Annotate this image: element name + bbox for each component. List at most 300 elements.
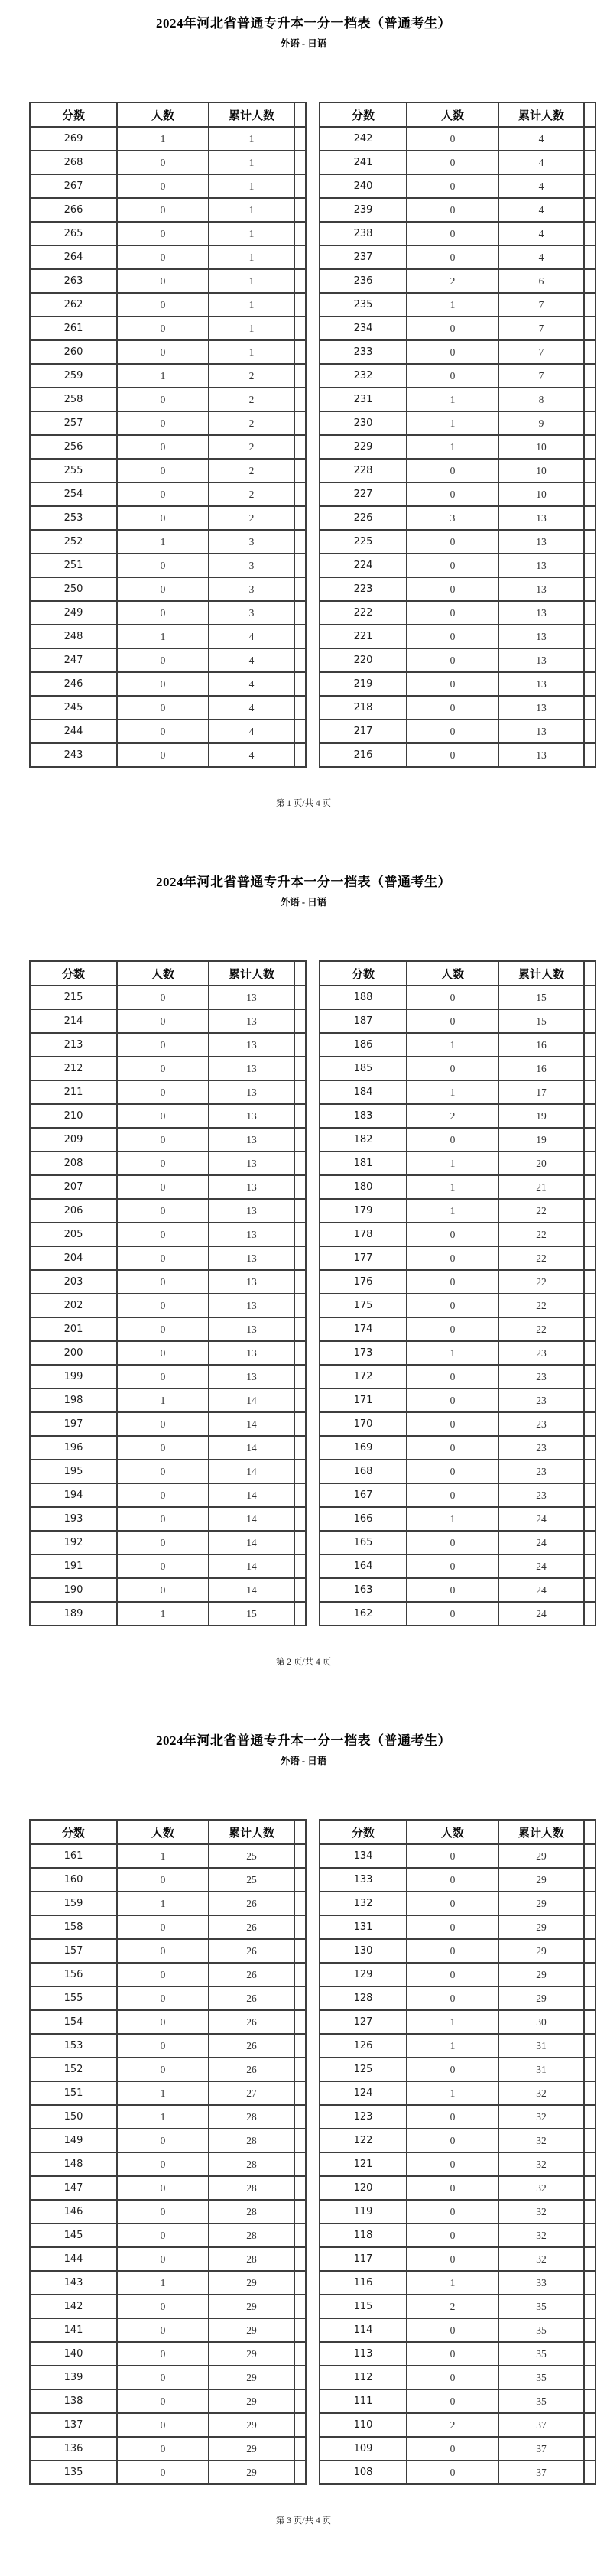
tables-container bbox=[29, 960, 596, 1626]
spacer-cell bbox=[294, 411, 306, 435]
spacer-cell bbox=[584, 1892, 596, 1915]
score-cell: 113 bbox=[320, 2342, 407, 2366]
spacer-cell bbox=[294, 672, 306, 696]
count-cell: 0 bbox=[117, 411, 209, 435]
count-cell: 0 bbox=[117, 2437, 209, 2461]
count-cell: 1 bbox=[407, 435, 498, 459]
count-cell: 0 bbox=[117, 2224, 209, 2247]
count-cell: 0 bbox=[407, 2247, 498, 2271]
score-cell: 229 bbox=[320, 435, 407, 459]
count-cell: 0 bbox=[117, 720, 209, 743]
cumulative-cell: 29 bbox=[209, 2342, 294, 2366]
count-cell: 1 bbox=[407, 1507, 498, 1531]
score-cell: 195 bbox=[30, 1460, 117, 1483]
count-cell: 1 bbox=[407, 2271, 498, 2295]
table-row bbox=[320, 2247, 596, 2271]
cumulative-cell: 7 bbox=[498, 293, 584, 317]
spacer-cell bbox=[294, 1602, 306, 1626]
count-cell: 1 bbox=[117, 364, 209, 388]
cumulative-cell: 15 bbox=[498, 986, 584, 1009]
count-cell: 0 bbox=[407, 2318, 498, 2342]
cumulative-cell: 1 bbox=[209, 174, 294, 198]
page-footer: 第 2 页/共 4 页 bbox=[275, 1658, 332, 1667]
spacer-cell bbox=[584, 1223, 596, 1246]
count-cell: 0 bbox=[117, 1868, 209, 1892]
spacer-cell bbox=[584, 1128, 596, 1152]
count-cell: 2 bbox=[407, 269, 498, 293]
count-cell: 1 bbox=[117, 1602, 209, 1626]
table-row bbox=[30, 222, 306, 245]
spacer-cell bbox=[584, 317, 596, 340]
spacer-cell bbox=[294, 1868, 306, 1892]
cumulative-cell: 4 bbox=[209, 648, 294, 672]
spacer-cell bbox=[294, 506, 306, 530]
table-row bbox=[30, 672, 306, 696]
header-row bbox=[30, 961, 306, 986]
table-row bbox=[30, 269, 306, 293]
cumulative-cell: 14 bbox=[209, 1460, 294, 1483]
count-cell: 0 bbox=[117, 1175, 209, 1199]
table-row bbox=[30, 1554, 306, 1578]
table-row bbox=[30, 2152, 306, 2176]
spacer-cell bbox=[294, 743, 306, 767]
table-row bbox=[30, 1868, 306, 1892]
cumulative-cell: 28 bbox=[209, 2176, 294, 2200]
spacer-cell bbox=[294, 625, 306, 648]
page-title: 2024年河北省普通专升本一分一档表（普通考生） bbox=[156, 16, 451, 31]
score-cell: 244 bbox=[30, 720, 117, 743]
spacer-cell bbox=[294, 601, 306, 625]
spacer-column bbox=[584, 1820, 596, 1844]
count-cell: 1 bbox=[117, 1892, 209, 1915]
spacer-cell bbox=[294, 530, 306, 554]
cumulative-cell: 4 bbox=[209, 720, 294, 743]
cumulative-cell: 14 bbox=[209, 1554, 294, 1578]
cumulative-cell: 26 bbox=[209, 1986, 294, 2010]
cumulative-cell: 13 bbox=[209, 1080, 294, 1104]
score-cell: 266 bbox=[30, 198, 117, 222]
spacer-cell bbox=[584, 530, 596, 554]
score-cell: 249 bbox=[30, 601, 117, 625]
spacer-cell bbox=[584, 222, 596, 245]
score-cell: 133 bbox=[320, 1868, 407, 1892]
cumulative-cell: 21 bbox=[498, 1175, 584, 1199]
score-cell: 262 bbox=[30, 293, 117, 317]
spacer-cell bbox=[294, 388, 306, 411]
count-cell: 1 bbox=[117, 2271, 209, 2295]
spacer-cell bbox=[294, 2342, 306, 2366]
cumulative-cell: 3 bbox=[209, 554, 294, 577]
table-row bbox=[30, 2058, 306, 2081]
count-cell: 0 bbox=[407, 2224, 498, 2247]
cumulative-cell: 13 bbox=[498, 696, 584, 720]
page-footer: 第 3 页/共 4 页 bbox=[275, 2516, 332, 2526]
spacer-cell bbox=[294, 986, 306, 1009]
count-cell: 0 bbox=[407, 2366, 498, 2389]
spacer-cell bbox=[294, 151, 306, 174]
score-table-left bbox=[29, 102, 307, 768]
table-row bbox=[320, 743, 596, 767]
cumulative-cell: 31 bbox=[498, 2058, 584, 2081]
score-cell: 246 bbox=[30, 672, 117, 696]
spacer-cell bbox=[584, 1602, 596, 1626]
score-cell: 170 bbox=[320, 1412, 407, 1436]
table-row bbox=[30, 2295, 306, 2318]
spacer-cell bbox=[294, 1939, 306, 1963]
cumulative-cell: 24 bbox=[498, 1554, 584, 1578]
score-cell: 122 bbox=[320, 2129, 407, 2152]
spacer-cell bbox=[294, 1294, 306, 1317]
count-cell: 0 bbox=[117, 2342, 209, 2366]
count-cell: 0 bbox=[117, 1915, 209, 1939]
score-cell: 147 bbox=[30, 2176, 117, 2200]
spacer-cell bbox=[584, 1152, 596, 1175]
cumulative-cell: 8 bbox=[498, 388, 584, 411]
table-row bbox=[320, 2389, 596, 2413]
score-cell: 151 bbox=[30, 2081, 117, 2105]
spacer-cell bbox=[294, 1554, 306, 1578]
score-cell: 130 bbox=[320, 1939, 407, 1963]
table-row bbox=[320, 2437, 596, 2461]
table-row bbox=[320, 482, 596, 506]
table-row bbox=[320, 1578, 596, 1602]
score-table-right bbox=[319, 102, 596, 768]
count-cell: 0 bbox=[117, 1578, 209, 1602]
spacer-cell bbox=[584, 648, 596, 672]
table-row bbox=[320, 1104, 596, 1128]
count-cell: 0 bbox=[117, 1128, 209, 1152]
count-cell: 0 bbox=[117, 1270, 209, 1294]
cumulative-cell: 7 bbox=[498, 317, 584, 340]
cumulative-cell: 23 bbox=[498, 1389, 584, 1412]
score-cell: 120 bbox=[320, 2176, 407, 2200]
table-row bbox=[320, 245, 596, 269]
cumulative-cell: 26 bbox=[209, 2034, 294, 2058]
cumulative-cell: 26 bbox=[209, 1939, 294, 1963]
spacer-cell bbox=[584, 1844, 596, 1868]
spacer-column bbox=[294, 961, 306, 986]
count-cell: 0 bbox=[117, 577, 209, 601]
spacer-cell bbox=[294, 2081, 306, 2105]
cumulative-cell: 13 bbox=[498, 672, 584, 696]
spacer-cell bbox=[584, 601, 596, 625]
cumulative-cell: 2 bbox=[209, 411, 294, 435]
cumulative-cell: 4 bbox=[209, 625, 294, 648]
score-cell: 152 bbox=[30, 2058, 117, 2081]
score-cell: 240 bbox=[320, 174, 407, 198]
table-row bbox=[320, 1341, 596, 1365]
table-row bbox=[30, 1578, 306, 1602]
count-cell: 0 bbox=[117, 269, 209, 293]
cumulative-cell: 13 bbox=[209, 1175, 294, 1199]
page-footer: 第 1 页/共 4 页 bbox=[275, 799, 332, 808]
cumulative-cell: 1 bbox=[209, 222, 294, 245]
cumulative-cell: 25 bbox=[209, 1844, 294, 1868]
spacer-cell bbox=[294, 1223, 306, 1246]
cumulative-cell: 2 bbox=[209, 364, 294, 388]
cumulative-cell: 22 bbox=[498, 1199, 584, 1223]
table-row bbox=[30, 1057, 306, 1080]
cumulative-cell: 24 bbox=[498, 1507, 584, 1531]
cumulative-cell: 14 bbox=[209, 1507, 294, 1531]
column-header-score: 分数 bbox=[320, 961, 407, 986]
page-subtitle: 外语 - 日语 bbox=[280, 38, 327, 49]
table-row bbox=[320, 1270, 596, 1294]
count-cell: 0 bbox=[407, 2461, 498, 2484]
count-cell: 0 bbox=[117, 1080, 209, 1104]
table-row bbox=[320, 1199, 596, 1223]
spacer-cell bbox=[584, 2413, 596, 2437]
score-cell: 269 bbox=[30, 127, 117, 151]
score-cell: 166 bbox=[320, 1507, 407, 1531]
score-cell: 114 bbox=[320, 2318, 407, 2342]
cumulative-cell: 23 bbox=[498, 1365, 584, 1389]
cumulative-cell: 3 bbox=[209, 601, 294, 625]
cumulative-cell: 13 bbox=[209, 1341, 294, 1365]
column-header-score: 分数 bbox=[320, 1820, 407, 1844]
score-cell: 183 bbox=[320, 1104, 407, 1128]
score-cell: 214 bbox=[30, 1009, 117, 1033]
count-cell: 1 bbox=[117, 2081, 209, 2105]
count-cell: 0 bbox=[407, 1892, 498, 1915]
spacer-cell bbox=[584, 1317, 596, 1341]
table-row bbox=[320, 1412, 596, 1436]
table-row bbox=[30, 1507, 306, 1531]
spacer-cell bbox=[584, 1246, 596, 1270]
table-row bbox=[30, 2389, 306, 2413]
table-row bbox=[30, 151, 306, 174]
spacer-cell bbox=[294, 1317, 306, 1341]
spacer-cell bbox=[294, 127, 306, 151]
table-row bbox=[320, 1915, 596, 1939]
cumulative-cell: 26 bbox=[209, 2010, 294, 2034]
count-cell: 1 bbox=[407, 1341, 498, 1365]
score-cell: 176 bbox=[320, 1270, 407, 1294]
table-row bbox=[320, 1152, 596, 1175]
count-cell: 0 bbox=[117, 1531, 209, 1554]
table-row bbox=[320, 1436, 596, 1460]
cumulative-cell: 7 bbox=[498, 340, 584, 364]
count-cell: 0 bbox=[407, 2176, 498, 2200]
cumulative-cell: 29 bbox=[209, 2413, 294, 2437]
cumulative-cell: 1 bbox=[209, 340, 294, 364]
count-cell: 0 bbox=[407, 459, 498, 482]
score-cell: 187 bbox=[320, 1009, 407, 1033]
cumulative-cell: 14 bbox=[209, 1578, 294, 1602]
table-row bbox=[30, 2366, 306, 2389]
spacer-cell bbox=[584, 696, 596, 720]
count-cell: 0 bbox=[407, 174, 498, 198]
cumulative-cell: 4 bbox=[498, 127, 584, 151]
table-row bbox=[30, 2342, 306, 2366]
spacer-cell bbox=[584, 2342, 596, 2366]
score-cell: 165 bbox=[320, 1531, 407, 1554]
score-cell: 208 bbox=[30, 1152, 117, 1175]
count-cell: 0 bbox=[117, 2389, 209, 2413]
cumulative-cell: 24 bbox=[498, 1578, 584, 1602]
spacer-cell bbox=[584, 577, 596, 601]
table-row bbox=[30, 1223, 306, 1246]
spacer-cell bbox=[294, 1531, 306, 1554]
count-cell: 0 bbox=[407, 198, 498, 222]
spacer-cell bbox=[294, 1104, 306, 1128]
table-row bbox=[30, 127, 306, 151]
cumulative-cell: 24 bbox=[498, 1531, 584, 1554]
table-row bbox=[30, 1246, 306, 1270]
spacer-cell bbox=[294, 340, 306, 364]
table-row bbox=[30, 601, 306, 625]
score-cell: 216 bbox=[320, 743, 407, 767]
column-header-score: 分数 bbox=[30, 1820, 117, 1844]
spacer-cell bbox=[584, 2010, 596, 2034]
spacer-cell bbox=[294, 1199, 306, 1223]
score-cell: 206 bbox=[30, 1199, 117, 1223]
count-cell: 0 bbox=[117, 1223, 209, 1246]
table-row bbox=[30, 1915, 306, 1939]
cumulative-cell: 13 bbox=[498, 743, 584, 767]
count-cell: 0 bbox=[117, 1246, 209, 1270]
cumulative-cell: 1 bbox=[209, 269, 294, 293]
table-row bbox=[30, 1199, 306, 1223]
score-cell: 242 bbox=[320, 127, 407, 151]
cumulative-cell: 37 bbox=[498, 2437, 584, 2461]
score-cell: 243 bbox=[30, 743, 117, 767]
spacer-cell bbox=[584, 1009, 596, 1033]
count-cell: 0 bbox=[407, 1963, 498, 1986]
count-cell: 0 bbox=[407, 743, 498, 767]
spacer-cell bbox=[584, 269, 596, 293]
spacer-cell bbox=[584, 1270, 596, 1294]
spacer-cell bbox=[584, 1080, 596, 1104]
cumulative-cell: 29 bbox=[498, 1915, 584, 1939]
cumulative-cell: 30 bbox=[498, 2010, 584, 2034]
header-row bbox=[30, 1820, 306, 1844]
cumulative-cell: 13 bbox=[209, 1270, 294, 1294]
spacer-cell bbox=[294, 1128, 306, 1152]
score-cell: 241 bbox=[320, 151, 407, 174]
cumulative-cell: 31 bbox=[498, 2034, 584, 2058]
score-cell: 190 bbox=[30, 1578, 117, 1602]
score-cell: 143 bbox=[30, 2271, 117, 2295]
score-cell: 138 bbox=[30, 2389, 117, 2413]
score-cell: 116 bbox=[320, 2271, 407, 2295]
report-page-1 bbox=[0, 0, 607, 859]
table-row bbox=[320, 2295, 596, 2318]
score-cell: 205 bbox=[30, 1223, 117, 1246]
score-cell: 211 bbox=[30, 1080, 117, 1104]
spacer-cell bbox=[584, 2389, 596, 2413]
table-row bbox=[320, 2010, 596, 2034]
column-header-count: 人数 bbox=[407, 961, 498, 986]
spacer-cell bbox=[294, 1578, 306, 1602]
count-cell: 0 bbox=[117, 2010, 209, 2034]
count-cell: 1 bbox=[407, 2081, 498, 2105]
spacer-cell bbox=[584, 2058, 596, 2081]
table-row bbox=[320, 198, 596, 222]
count-cell: 0 bbox=[117, 2366, 209, 2389]
cumulative-cell: 13 bbox=[209, 1057, 294, 1080]
table-row bbox=[320, 388, 596, 411]
score-cell: 245 bbox=[30, 696, 117, 720]
count-cell: 0 bbox=[117, 2247, 209, 2271]
score-cell: 118 bbox=[320, 2224, 407, 2247]
score-cell: 182 bbox=[320, 1128, 407, 1152]
table-row bbox=[30, 743, 306, 767]
cumulative-cell: 29 bbox=[498, 1963, 584, 1986]
spacer-cell bbox=[584, 1412, 596, 1436]
score-cell: 132 bbox=[320, 1892, 407, 1915]
spacer-cell bbox=[294, 2389, 306, 2413]
table-row bbox=[320, 2461, 596, 2484]
score-table-right bbox=[319, 1819, 596, 2485]
table-row bbox=[320, 2058, 596, 2081]
cumulative-cell: 26 bbox=[209, 1892, 294, 1915]
score-cell: 115 bbox=[320, 2295, 407, 2318]
spacer-cell bbox=[584, 1389, 596, 1412]
cumulative-cell: 28 bbox=[209, 2247, 294, 2271]
count-cell: 0 bbox=[407, 986, 498, 1009]
table-row bbox=[320, 648, 596, 672]
table-row bbox=[320, 174, 596, 198]
count-cell: 2 bbox=[407, 2295, 498, 2318]
score-cell: 108 bbox=[320, 2461, 407, 2484]
score-cell: 232 bbox=[320, 364, 407, 388]
count-cell: 0 bbox=[407, 625, 498, 648]
count-cell: 0 bbox=[117, 1341, 209, 1365]
cumulative-cell: 29 bbox=[209, 2295, 294, 2318]
score-cell: 153 bbox=[30, 2034, 117, 2058]
cumulative-cell: 14 bbox=[209, 1531, 294, 1554]
count-cell: 1 bbox=[117, 530, 209, 554]
table-row bbox=[320, 1223, 596, 1246]
table-row bbox=[30, 1317, 306, 1341]
count-cell: 0 bbox=[407, 364, 498, 388]
column-header-score: 分数 bbox=[30, 102, 117, 127]
spacer-cell bbox=[584, 625, 596, 648]
spacer-cell bbox=[294, 2200, 306, 2224]
cumulative-cell: 33 bbox=[498, 2271, 584, 2295]
table-row bbox=[30, 459, 306, 482]
cumulative-cell: 32 bbox=[498, 2081, 584, 2105]
spacer-cell bbox=[294, 2413, 306, 2437]
cumulative-cell: 6 bbox=[498, 269, 584, 293]
spacer-cell bbox=[294, 1009, 306, 1033]
count-cell: 0 bbox=[117, 554, 209, 577]
count-cell: 0 bbox=[407, 672, 498, 696]
table-row bbox=[320, 601, 596, 625]
cumulative-cell: 22 bbox=[498, 1223, 584, 1246]
spacer-cell bbox=[294, 1986, 306, 2010]
spacer-cell bbox=[294, 2105, 306, 2129]
count-cell: 0 bbox=[117, 1986, 209, 2010]
table-row bbox=[30, 506, 306, 530]
spacer-cell bbox=[584, 1507, 596, 1531]
tables-container bbox=[29, 102, 596, 768]
spacer-cell bbox=[584, 1175, 596, 1199]
score-cell: 196 bbox=[30, 1436, 117, 1460]
table-row bbox=[30, 1412, 306, 1436]
spacer-cell bbox=[294, 1152, 306, 1175]
cumulative-cell: 22 bbox=[498, 1317, 584, 1341]
spacer-cell bbox=[294, 435, 306, 459]
spacer-cell bbox=[294, 364, 306, 388]
cumulative-cell: 1 bbox=[209, 151, 294, 174]
table-row bbox=[320, 2081, 596, 2105]
spacer-cell bbox=[294, 482, 306, 506]
cumulative-cell: 28 bbox=[209, 2200, 294, 2224]
spacer-cell bbox=[584, 340, 596, 364]
spacer-cell bbox=[294, 2224, 306, 2247]
